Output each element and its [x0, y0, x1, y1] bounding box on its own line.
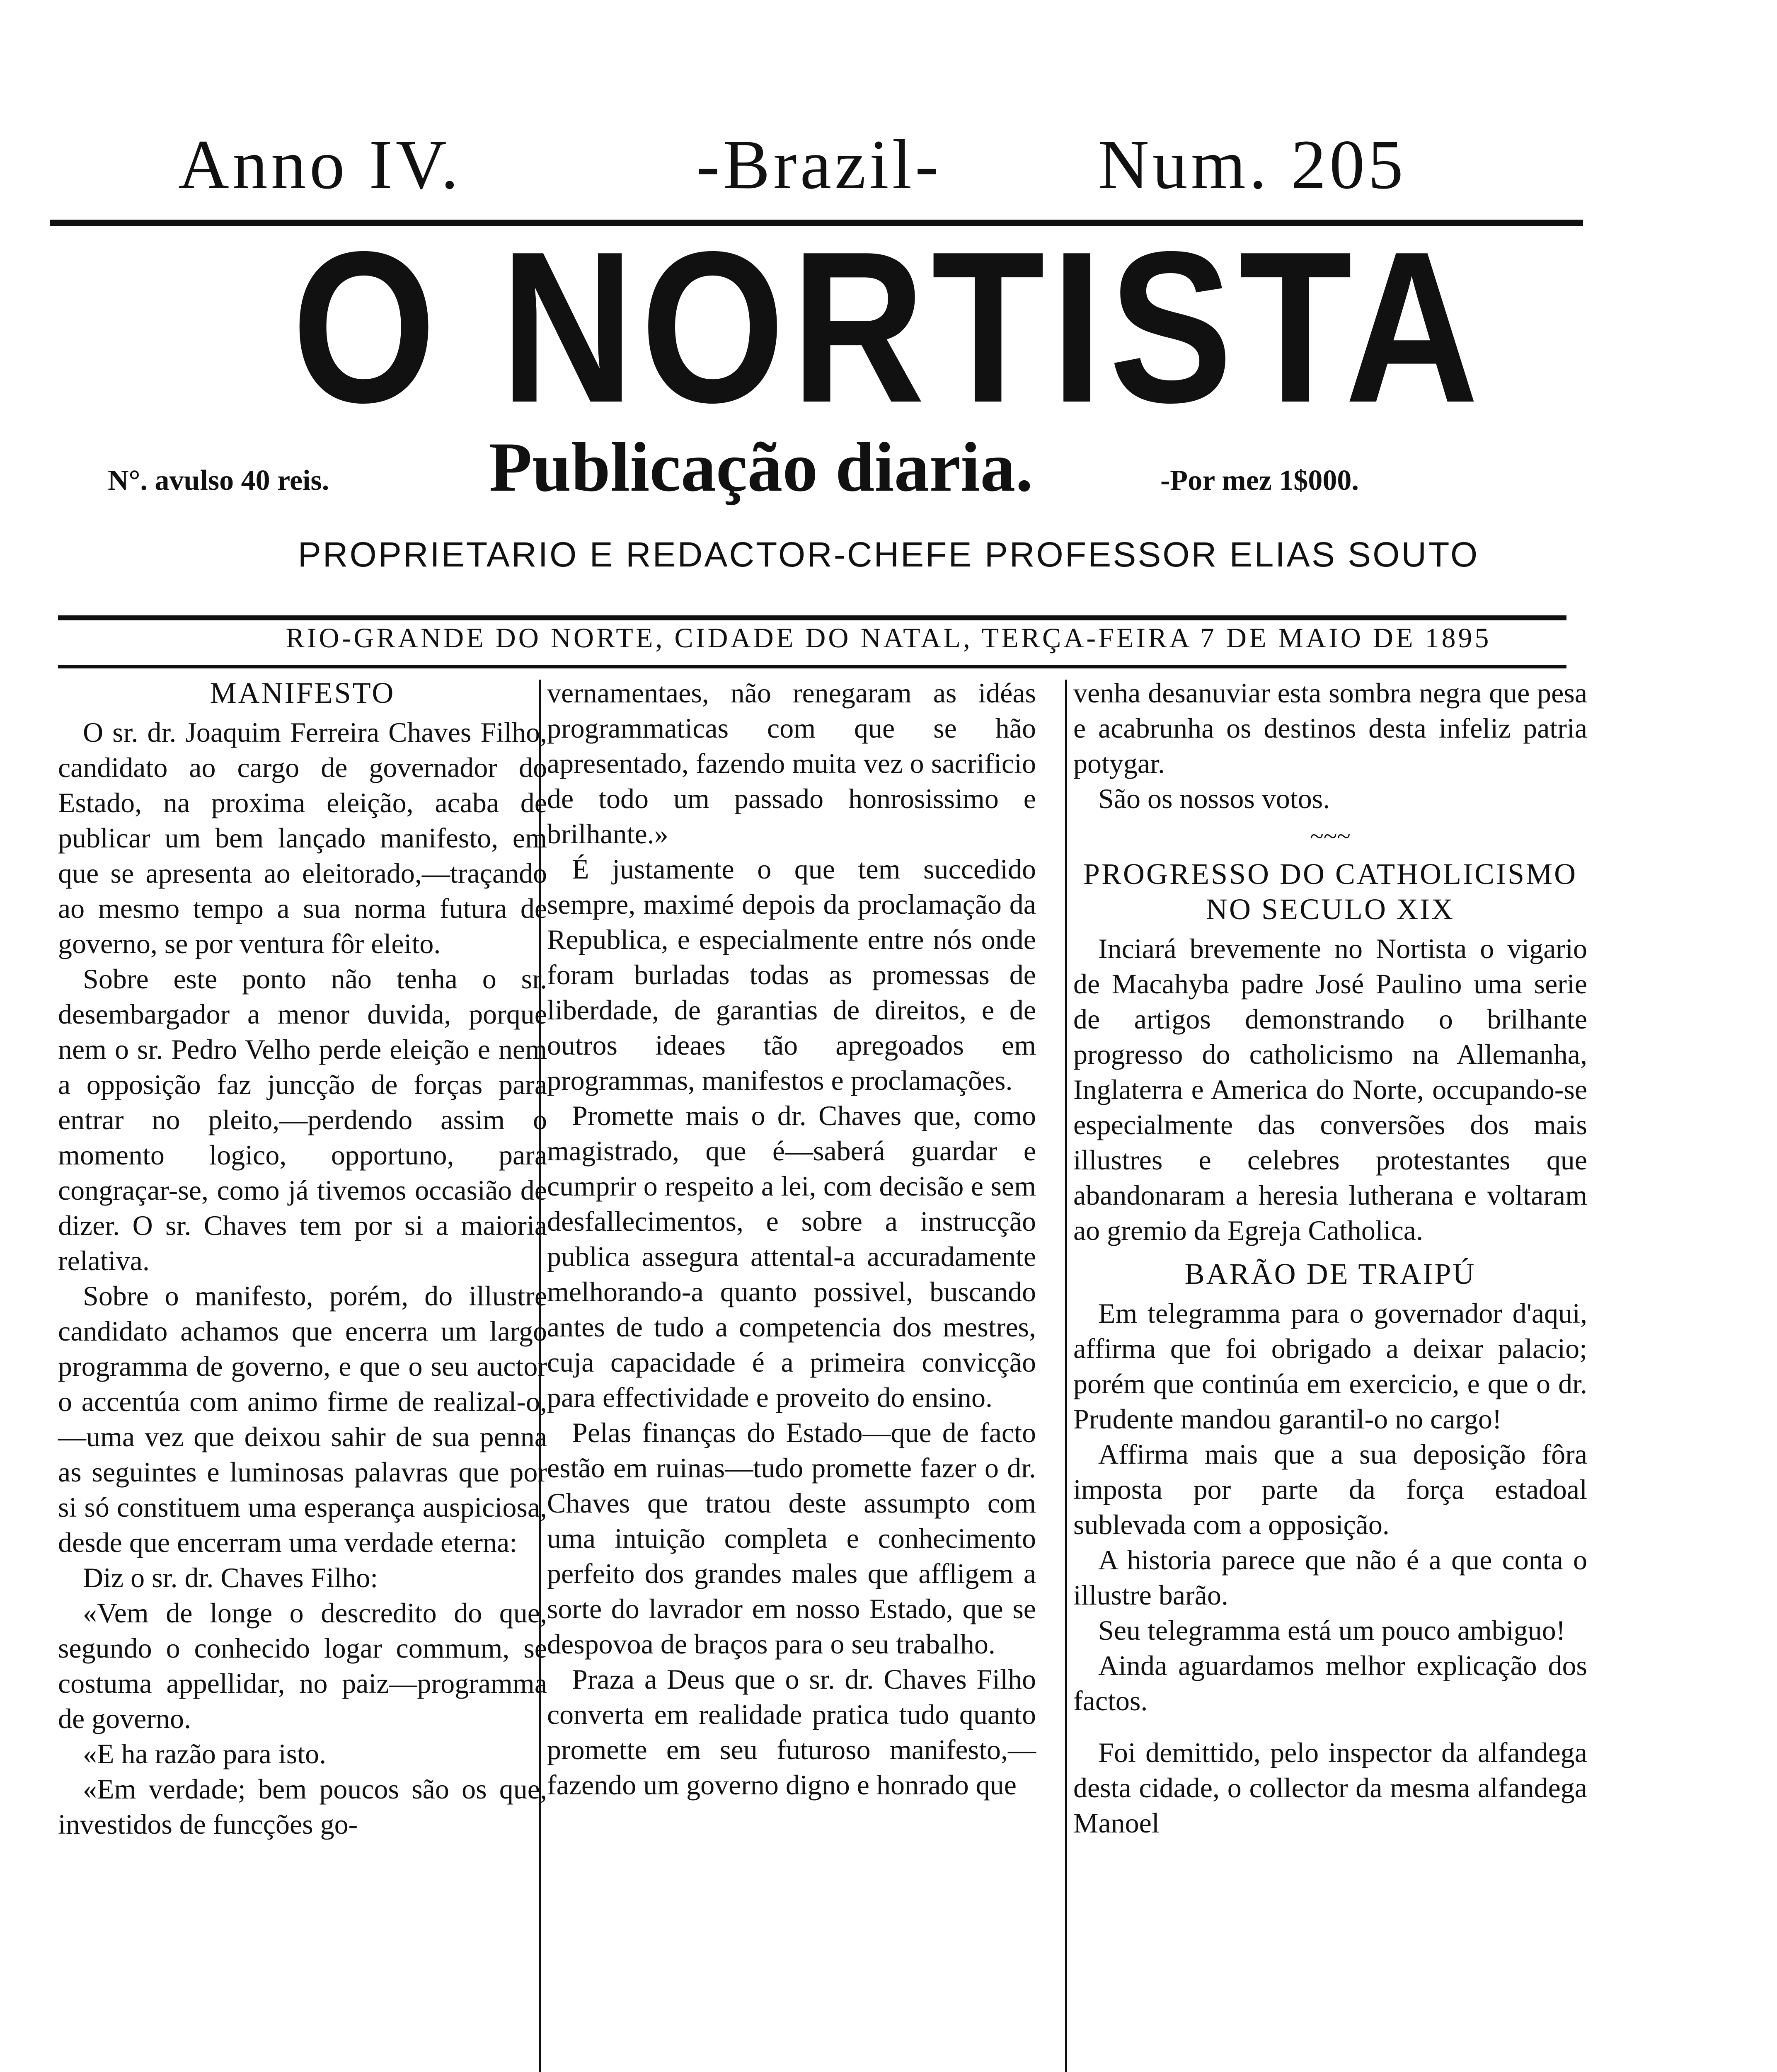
paragraph: Foi demittido, pelo inspector da alfandega desta cidade, o collector da mesma alfandega Manoel [1073, 1737, 1587, 1839]
paragraph: Inciará brevemente no Nortista o vigario de Macahyba padre José Paulino uma serie de artigos demonstrando o brilhante progresso do catholicismo na Allemanha, Inglaterra e America do Norte, occupando-se especialmente das conversões dos mais illustres e celebres protestantes que abandonaram a heresia lutherana e voltaram ao gremio da Egreja Catholica. [1073, 933, 1587, 1246]
paragraph: Diz o sr. dr. Chaves Filho: [83, 1562, 378, 1593]
paragraph: É justamente o que tem succedido sempre, maximé depois da proclamação da Republica, e especialmente entre nós onde foram burladas todas as promessas de liberdade, de garantias de direitos, e de outros ideaes tão apregoados em programmas, manifestos e proclamações. [547, 853, 1036, 1096]
paragraph: Promette mais o dr. Chaves que, como magistrado, que é—saberá guardar e cumprir o respeito a lei, com decisão e sem desfallecimentos, e sobre a instrucção publica assegura attental-a accuradamente melhorando-a quanto possivel, buscando antes de tudo a competencia dos mestres, cuja capacidade é a primeira convicção para effectividade e proveito do ensino. [547, 1100, 1036, 1413]
dateline-rule-top [58, 615, 1566, 620]
article-title-manifesto: MANIFESTO [210, 676, 395, 709]
article-title-barao: BARÃO DE TRAIPÚ [1184, 1257, 1476, 1290]
article-title-progresso: PROGRESSO DO CATHOLICISMO NO SECULO XIX [1083, 857, 1578, 926]
paragraph: Pelas finanças do Estado—que de facto estão em ruinas—tudo promette fazer o dr. Chaves que tratou deste assumpto com uma intuição completa e conhecimento perfeito dos grandes males que affligem a sorte do lavrador em nosso Estado, que se despovoa de braços para o seu trabalho. [547, 1417, 1036, 1660]
paragraph: Em telegramma para o governador d'aqui, affirma que foi obrigado a deixar palacio; porém que continúa em exercicio, e que o dr. Prudente mandou garantil-o no cargo! [1073, 1297, 1587, 1435]
paragraph: Affirma mais que a sua deposição fôra imposta por parte da força estadoal sublevada com a opposição. [1073, 1438, 1587, 1540]
subtitle-row [0, 427, 1777, 510]
paragraph: Sobre o manifesto, porém, do illustre candidato achamos que encerra um largo programma de governo, e que o seu auctor o accentúa com animo firme de realizal-o,—uma vez que deixou sahir de sua penna as seguintes e luminosas palavras que por si só constituem uma esperança auspiciosa, desde que encerram uma verdade eterna: [58, 1280, 547, 1558]
paragraph: Praza a Deus que o sr. dr. Chaves Filho converta em realidade pratica tudo quanto promette em seu futuroso manifesto,—fazendo um governo digno e honrado que [547, 1663, 1036, 1801]
paragraph: A historia parece que não é a que conta o illustre barão. [1073, 1544, 1587, 1611]
newspaper-title: O NORTISTA [292, 207, 1485, 448]
publication-frequency: Publicação diaria. [489, 428, 1033, 506]
quote-paragraph: «Em verdade; bem poucos são os que, investidos de funcções go- [58, 1773, 547, 1840]
paragraph: Ainda aguardamos melhor explicação dos factos. [1073, 1650, 1587, 1716]
ornament-separator: ~~~ [1310, 823, 1351, 850]
dateline-rule-bottom [58, 665, 1566, 668]
column-2 [547, 675, 1036, 1803]
country-label: -Brazil- [696, 126, 942, 203]
paragraph: São os nossos votos. [1098, 783, 1330, 814]
paragraph: vernamentaes, não renegaram as idéas programmaticas com que se hão apresentado, fazendo muita vez o sacrificio de todo um passado honrosissimo e brilhante.» [547, 677, 1036, 850]
paragraph: O sr. dr. Joaquim Ferreira Chaves Filho, candidato ao cargo de governador do Estado, na proxima eleição, acaba de publicar um bem lançado manifesto, em que se apresenta ao eleitorado,—traçando ao mesmo tempo a sua norma futura de governo, se por ventura fôr eleito. [58, 716, 547, 959]
quote-paragraph: «Vem de longe o descredito do que, segundo o conhecido logar commum, se costuma appellidar, no paiz—programma de governo. [58, 1597, 547, 1734]
quote-paragraph: «E ha razão para isto. [83, 1738, 327, 1769]
column-rule-2 [1065, 680, 1067, 2072]
monthly-price: -Por mez 1$000. [1160, 465, 1359, 496]
paragraph: venha desanuviar esta sombra negra que pesa e acabrunha os destinos desta infeliz patria potygar. [1073, 677, 1587, 779]
issue-number: Num. 205 [1098, 126, 1407, 203]
single-copy-price: N°. avulso 40 reis. [108, 465, 329, 496]
paragraph: Sobre este ponto não tenha o sr. desembargador a menor duvida, porque nem o sr. Pedro Velho perde eleição e nem a opposição faz juncção de forças para entrar no pleito,—perdendo assim o momento logico, opportuno, para congraçar-se, como já tivemos occasião de dizer. O sr. Chaves tem por si a maioria relativa. [58, 963, 547, 1276]
paragraph: Seu telegramma está um pouco ambiguo! [1098, 1615, 1566, 1646]
proprietor-line: PROPRIETARIO E REDACTOR-CHEFE PROFESSOR ELIAS SOUTO [298, 535, 1479, 574]
column-1 [58, 675, 547, 1842]
dateline: RIO-GRANDE DO NORTE, CIDADE DO NATAL, TERÇA-FEIRA 7 DE MAIO DE 1895 [286, 622, 1491, 654]
column-3 [1073, 675, 1587, 1841]
issue-year: Anno IV. [178, 126, 462, 203]
